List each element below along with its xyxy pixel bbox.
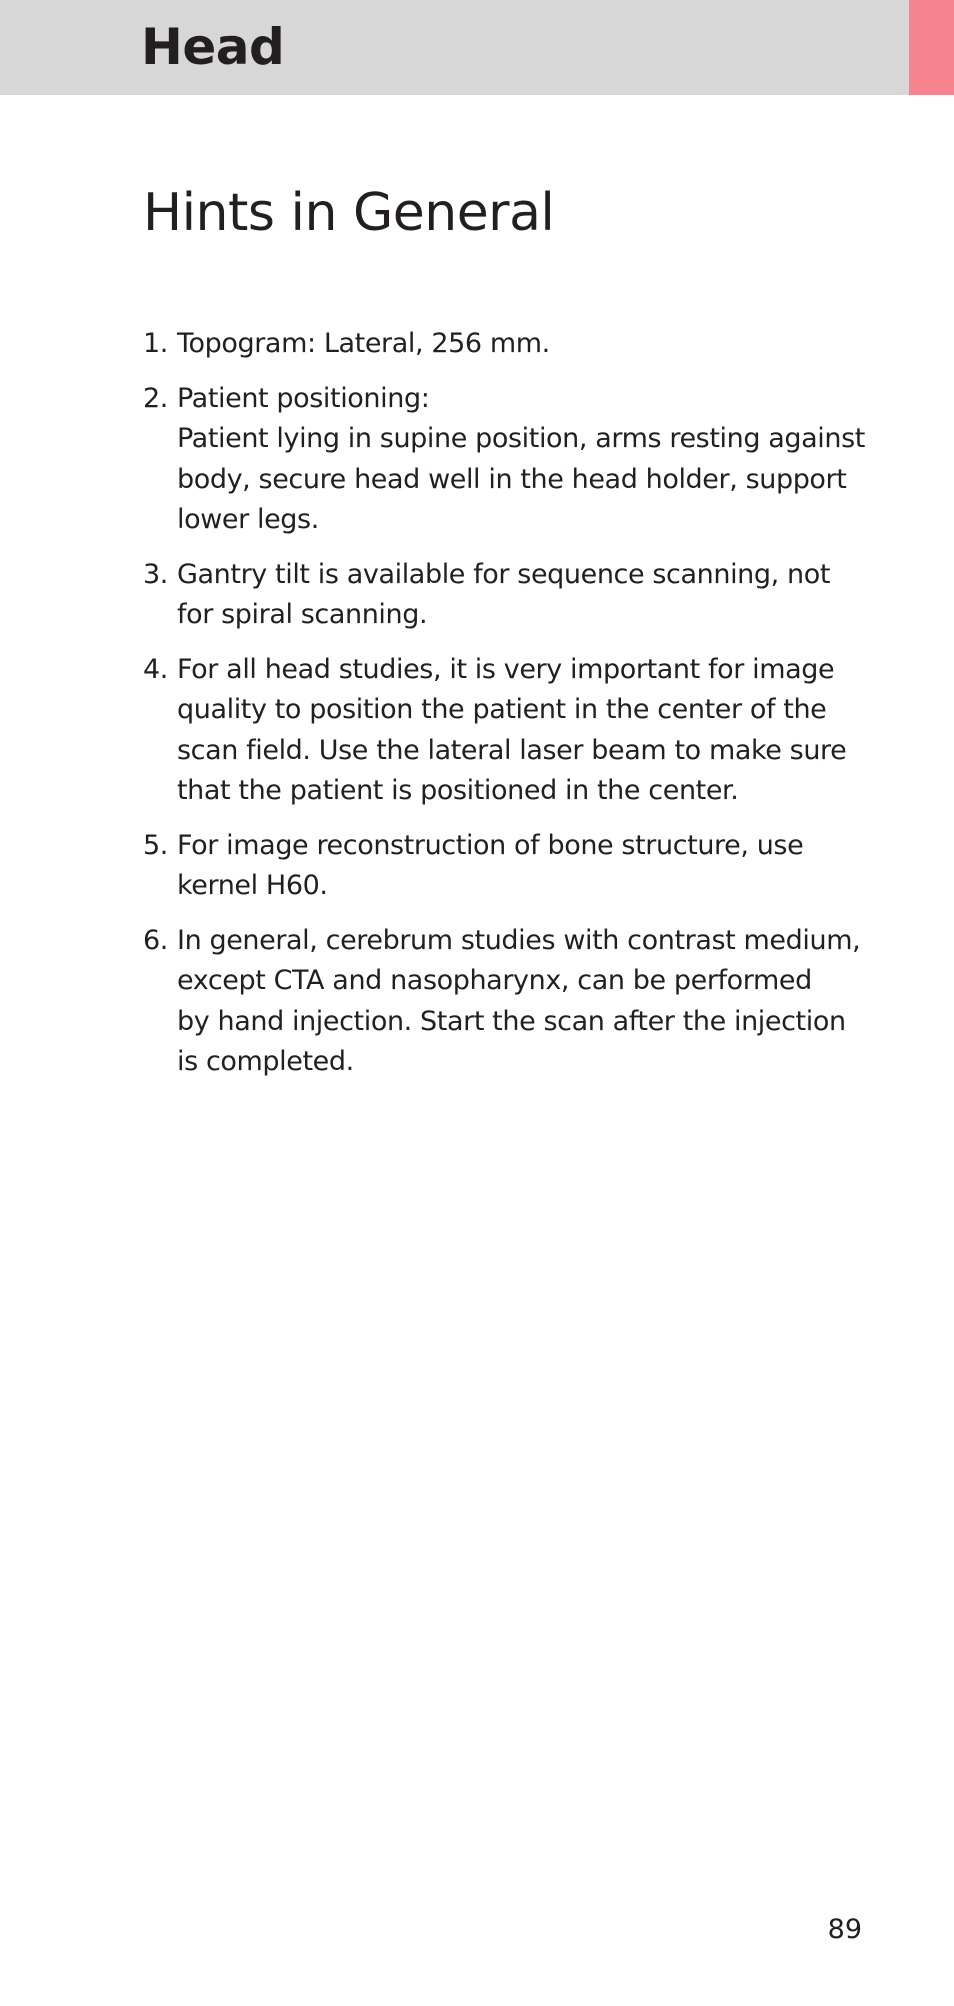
- hint-line: for spiral scanning.: [177, 599, 428, 630]
- hint-number: 2.: [143, 382, 168, 414]
- section-title: Head: [141, 18, 285, 76]
- hint-line: that the patient is positioned in the center.: [177, 775, 739, 806]
- hint-line: kernel H60.: [177, 870, 328, 901]
- hint-line: lower legs.: [177, 504, 319, 535]
- hint-line: Gantry tilt is available for sequence scanning, not: [177, 558, 831, 590]
- hint-number: 1.: [143, 328, 168, 359]
- hint-line: scan field. Use the lateral laser beam to make sure: [177, 734, 847, 766]
- hint-line: For image reconstruction of bone structure, use: [177, 829, 804, 861]
- hint-line: Patient lying in supine position, arms resting against: [177, 423, 865, 454]
- section-accent-tab: [909, 0, 954, 95]
- hint-item: [143, 324, 873, 365]
- hint-line: For all head studies, it is very important for image: [177, 653, 835, 685]
- hints-list: [143, 324, 873, 1097]
- hint-line: Topogram: Lateral, 256 mm.: [177, 328, 550, 359]
- hint-line: is completed.: [177, 1046, 354, 1077]
- hint-item: [143, 555, 873, 636]
- section-header: [0, 0, 909, 95]
- page-number: 89: [827, 1914, 862, 1945]
- hint-line: body, secure head well in the head holder, support: [177, 463, 847, 495]
- hint-number: 5.: [143, 829, 168, 861]
- hint-line: by hand injection. Start the scan after the injection: [177, 1005, 846, 1037]
- hint-number: 4.: [143, 653, 168, 685]
- hint-line: In general, cerebrum studies with contrast medium,: [177, 924, 861, 956]
- hint-item: [143, 379, 873, 541]
- page-title: Hints in General: [143, 183, 555, 243]
- hint-line: except CTA and nasopharynx, can be performed: [177, 965, 812, 996]
- hint-number: 3.: [143, 558, 168, 590]
- hint-line: Patient positioning:: [177, 382, 430, 414]
- hint-item: [143, 921, 873, 1083]
- hint-item: [143, 650, 873, 812]
- hint-line: quality to position the patient in the center of the: [177, 694, 827, 725]
- hint-item: [143, 826, 873, 907]
- hint-number: 6.: [143, 924, 168, 956]
